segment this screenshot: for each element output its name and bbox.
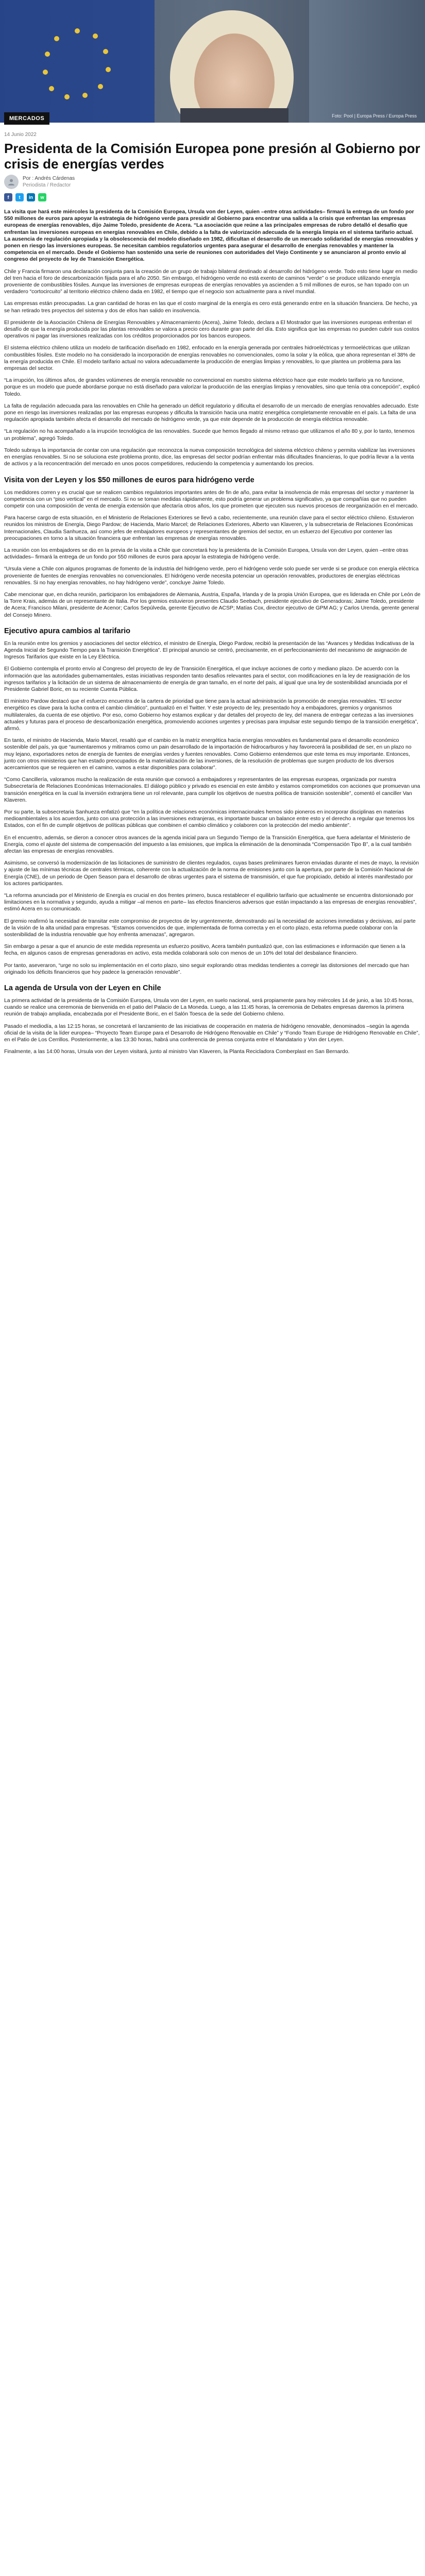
share-bar — [4, 193, 421, 201]
section-3 — [4, 640, 421, 976]
user-icon — [7, 178, 15, 186]
paragraph: Sin embargo a pesar a que el anuncio de este medida representa un esfuerzo positivo, Acera también puntualizó que, con las estimaciones e información que tienen a la fecha, en algunos casos de empresas generadoras en activo, esta medida colaborará solo con menos de un 10% del total del desbalance financiero. — [4, 944, 405, 957]
paragraph: Pasado el mediodía, a las 12:15 horas, se concretará el lanzamiento de las iniciativas de cooperación en materia de hidrógeno renovable, denominados –según la agenda oficial de la visita de la líder europea– “Proyecto Team Europe para el Desarrollo de Hidrógeno Renovable en Chile” y “Fondo Team Europe de Hidrógeno Renovable en Chile”, en el Patio de Los Cerrillos. Posteriormente, a las 13:30 horas, habrá una conferencia de prensa conjunta entre el Mandatario y Von der Leyen. — [4, 1023, 420, 1043]
publish-date: 14 Junio 2022 — [4, 132, 37, 138]
section-heading: La agenda de Ursula von der Leyen en Chile — [4, 984, 161, 993]
paragraph: Las empresas están preocupadas. La gran cantidad de horas en las que el costo marginal de la energía es cero está generando entre en la situación financiera. De hecho, ya se han retirado tres proyectos del sistema y dos de ellos han salido en insolvencia. — [4, 301, 417, 314]
paragraph: “Como Cancillería, valoramos mucho la realización de esta reunión que convocó a embajadores y representantes de las empresas europeas, organizada por nuestra Subsecretaría de Relaciones Económicas Internacionales. El diálogo público y privado es esencial en este ámbito y estamos comprometidos con acciones que promuevan una transición energética en la cual la inversión extranjera tiene un rol relevante, para cumplir los objetivos de nuestra política de transición sostenible”, comentó el canciller Van Klaveren. — [4, 777, 420, 803]
paragraph: “La regulación no ha acompañado a la irrupción tecnológica de las renovables. Sucede que hemos llegado al mismo retraso que utilizamos el año 80 y, por lo tanto, tenemos un problema”, agregó Toledo. — [4, 429, 415, 442]
paragraph: El Gobierno contempla el pronto envío al Congreso del proyecto de ley de Transición Energética, el que incluye acciones de corto y mediano plazo. De acuerdo con la información que las autoridades gubernamentales, estas iniciativas responden tanto desafíos relevantes para el sector, con modificaciones en la ley de reasignación de los ingresos tarifarios y la licitación de un sistema de almacenamiento de energía de gran tamaño, en el norte del país, al igual que una ley de sostenibilidad anunciada por el Presidente Gabriel Boric, en su reciente Cuenta Pública. — [4, 666, 410, 692]
paragraph: Los medidores corren y es crucial que se realicen cambios regulatorios importantes antes de fin de año, para evitar la insolvencia de más empresas del sector y mantener la competencia con un “piso vertical” en el mercado. Si no se toman medidas rápidamente, esto podría generar un problema significativo, ya que compañías que no pueden competir con una composición de venta de energía extensión que afectaría otros años, los que prometen que ejecuten sus nuevos procesos de reorganización en el mercado. — [4, 489, 419, 509]
section-heading: Visita von der Leyen y los $50 millones de euros para hidrógeno verde — [4, 476, 254, 484]
paragraph: Cabe mencionar que, en dicha reunión, participaron los embajadores de Alemania, Austria, España, Irlanda y de la propia Unión Europea, que es liderada en Chile por León de la Torre Krais, además de un representante de Italia. Por los gremios estuvieron presentes Claudio Seebach, presidente ejecutivo de Generadoras; Jaime Toledo, presidente de Acera; Francisco Milani, presidente de Acenor; Carlos Sepúlveda, gerente Ejecutivo de ACSP; Matías Cox, director ejecutivo de GPM AG; y Carlos Urenda, gerente general del Consejo Minero. — [4, 591, 421, 618]
author-role: Periodista / Redactor — [23, 182, 71, 188]
article-body — [4, 209, 421, 1056]
twitter-icon[interactable]: t — [15, 193, 24, 201]
facebook-icon[interactable]: f — [4, 193, 12, 201]
paragraph: Finalmente, a las 14:00 horas, Ursula von der Leyen visitará, junto al ministro Van Klaveren, la Planta Recicladora Comberplast en San Bernardo. — [4, 1049, 350, 1055]
section-heading: Ejecutivo apura cambios al tarifario — [4, 626, 130, 635]
author-name[interactable]: Por : Andrés Cárdenas — [23, 176, 75, 181]
paragraph: El ministro Pardow destacó que el esfuerzo encuentra de la cartera de prioridad que tiene para la actual administración la promoción de energías renovables. “El sector energético es clave para la lucha contra el cambio climático”, puntualizó en el Twitter. Y este proyecto de ley, presentado hoy a embajadores, gremios y organismos multilaterales, da cuenta de ese objetivo. Por eso, como Gobierno hoy estamos explicar y dar detalles del proyecto de ley, del manera de entregar certezas a las inversiones actuales y futuras para el proceso de descarbonización energética, promoviendo acciones urgentes y precisas para impulsar este segundo tiempo de la transición energética”, afirmó. — [4, 699, 419, 732]
article-lead: La visita que hará este miércoles la presidenta de la Comisión Europea, Ursula von der Leyen, quien –entre otras actividades– firmará la entrega de un fondo por 550 millones de euros para apoyar la estrategia de hidrógeno verde para presidir al Gobierno para encontrar una salida a la crisis que enfrentan las empresas europeas de energías renovables, dijo Jaime Toledo, presidente de Acera. “La asociación que reúne a las principales empresas de rubro detalló el desafío que enfrentan las inversiones europeas en energías renovables en Chile, debido a la falta de valorización adecuada de la energía limpia en el sistema tarifario actual. La ausencia de regulación apropiada y la obsolescencia del modelo diseñado en 1982, dificultan el desarrollo de un mercado solidaridad de energías renovables y ponen en riesgo las inversiones europeas. Se necesitan cambios regulatorios urgentes para asegurar el desarrollo de energías renovables y mantener la competencia en el mercado. Desde el Gobierno han sostenido una serie de reuniones con autoridades del Viejo Continente y se anunciaron al pronto envío al congreso del proyecto de ley de Transición Energética. — [4, 209, 418, 263]
paragraph: “La irrupción, los últimos años, de grandes volúmenes de energía renovable no convencional en nuestro sistema eléctrico hace que este modelo tarifario ya no funcione, porque es un modelo que puede abordarse porque no está diseñado para valorizar la producción de las energías limpias y renovables, sino que tenía otra concepción”, explicó Toledo. — [4, 378, 420, 397]
paragraph: En el encuentro, además, se dieron a conocer otros avances de la agenda inicial para un Segundo Tiempo de la Transición Energética, que fuera adelantar el Ministerio de Energía, como el ajuste del sistema de compensación del impuesto a las emisiones, que implica la eliminación de la denominada “Compensación Tipo B”, a la cual también afectan las empresas de energías renovables. — [4, 835, 412, 855]
article-title: Presidenta de la Comisión Europea pone presión al Gobierno por crisis de energías verdes — [4, 141, 420, 172]
paragraph: “La reforma anunciada por el Ministerio de Energía es crucial en dos frentes primero, busca restablecer el equilibrio tarifario que actualmente se encuentra distorsionado por limitaciones en la normativa y segundo, ayuda a mitigar –al menos en parte– las efectos financieros adversos que están impactando a las empresas de energías renovables”, estimó Acera en su comunicado. — [4, 893, 417, 912]
linkedin-icon[interactable]: in — [27, 193, 35, 201]
paragraph: Asimismo, se conversó la modernización de las licitaciones de suministro de clientes regulados, cuyas bases preliminares fueron enviadas durante el mes de mayo, la revisión y ajuste de las mínimas técnicas de centrales térmicas, coherente con la actualización de la norma de emisiones junto con la apertura, por parte de la Comisión Nacional de Energía (CNE), de un periodo de Open Season para el desarrollo de obras urgentes para el sistema de transmisión, el que fue propiciado, debido al interés manifestado por los actores participantes. — [4, 860, 419, 887]
paragraph: “Ursula viene a Chile con algunos programas de fomento de la industria del hidrógeno verde, pero el hidrógeno verde solo puede ser verde si se produce con energía eléctrica proveniente de fuentes de energías renovables no convencionales. El hidrógeno verde necesita potenciar un operación renovables, productores de energías eléctricas renovables. Si no hay energías renovables, no hay hidrógeno verde”, concluye Jaime Toledo. — [4, 566, 419, 586]
paragraph: En tanto, el ministro de Hacienda, Mario Marcel, resaltó que el cambio en la matriz energética hacia energías renovables es fundamental para el desarrollo económico sostenible del país, ya que “aumentaremos y mitiramos como un pain desarrollado de la importación de hidrocarburos y hay favorecerá la posibilidad de ser, en un plazo no muy lejano, exportadores netos de energía de fuentes de energías verdes y fuentes renovables. Como Gobierno entendemos que este tema es muy importante. Entonces, junto con otros ministerios que han estado preocupados de la materialización de las inversiones, de la resolución de problemas que surgen producto de los diversos acercamientos que se requieren en el camino, vamos a estar disponibles para colaborar”. — [4, 738, 412, 771]
paragraph: Por tanto, aseveraron, “urge no solo su implementación en el corto plazo, sino seguir explorando otras medidas tendientes a corregir las distorsiones del mercado que han originado los déficits financieros que hoy padece la generación renovable”. — [4, 962, 410, 975]
paragraph: El presidente de la Asociación Chilena de Energías Renovables y Almacenamiento (Acera), Jaime Toledo, declara a El Mostrador que las inversiones europeas enfrentan el desafío de que la energía producida por las plantas renovables se valora a precio cero durante gran parte del día. Esto significa que las empresas no pueden cubrir sus costos operativos ni pagar las inversiones realizadas con los créditos proporcionados por los bancos europeos. — [4, 319, 419, 340]
hero-illustration — [0, 0, 425, 123]
article-page — [0, 0, 425, 1056]
paragraph: Para hacerse cargo de esta situación, en el Ministerio de Relaciones Exteriores se llevó a cabo, recientemente, una reunión clave para el sector eléctrico chileno. Estuvieron reunidos los ministros de Energía, Diego Pardow; de Hacienda, Mario Marcel; de Relaciones Exteriores, Alberto van Klaveren, y la subsecretaria de Relaciones Económicas Internacionales, Claudia Sanhueza, así como jefes de embajadores europeos y representantes de gremios del sector, en un esfuerzo del Ejecutivo por contener las preocupaciones en torno a la situación financiera que enfrentan las empresas de energías renovables. — [4, 515, 414, 541]
hero-photo — [0, 0, 425, 123]
whatsapp-icon[interactable]: w — [38, 193, 46, 201]
byline — [4, 175, 421, 189]
photo-credit: Foto: Pool | Europa Press / Europa Press — [332, 113, 417, 118]
section-2 — [4, 489, 421, 619]
paragraph: La reunión con los embajadores se dio en la previa de la visita a Chile que concretará hoy la presidenta de la Comisión Europea, Ursula von der Leyen, quien –entre otras actividades– firmará la entrega de un fondo por 550 millones de euros para apoyar la estrategia de hidrógeno verde. — [4, 547, 409, 561]
paragraph: Toledo subraya la importancia de contar con una regulación que reconozca la nueva composición tecnológica del sistema eléctrico chileno y permita viabilizar las inversiones en energías renovables. Si no se soluciona este problema pronto, dice, las empresas del sector podrían enfrentar más dificultades financieras, lo que podría llevar a la venta de activos y a la reconcentración del mercado en unos pocos competidores, reduciendo la competencia y aumentando los precios. — [4, 447, 415, 467]
paragraph: Chile y Francia firmaron una declaración conjunta para la creación de un grupo de trabajo bilateral destinado al desarrollo del hidrógeno verde. Todo esto tiene lugar en medio del tren hacia el foro de descarbonización fijada para el año 2050. Sin embargo, el hidrógeno verde no está exento de caminos “verde” o se produce utilizando energía proveniente de combustibles fósiles. Aunque las inversiones de empresas europeas de energías renovables ya ascienden a 5 mil millones de euros, se han topado con un verdadero “cortocircuito” al territorio eléctrico chileno dada en 1982, el tiempo que el negocio son actualmente para a nivel mundial. — [4, 268, 418, 295]
section-4 — [4, 997, 421, 1055]
section-1 — [4, 268, 421, 468]
category-badge[interactable]: MERCADOS — [4, 112, 49, 125]
paragraph: La falta de regulación adecuada para las renovables en Chile ha generado un déficit regulatorio y dificulta el desarrollo de un mercado de energías renovables adecuado. Este pone en riesgo las inversiones realizadas por las empresas europeas y dificulta la transición hacia una matriz energética completamente renovable en el país. La falta de una regulación apropiada también afecta el desarrollo del mercado de hidrógeno verde, ya que este depende de la producción de energía eléctrica renovable. — [4, 403, 419, 423]
paragraph: En la reunión entre los gremios y asociaciones del sector eléctrico, el ministro de Energía, Diego Pardow, recibió la presentación de las “Avances y Medidas Indicativas de la Agenda Inicial de Segundo Tiempo para la Transición Energética”. El principal anuncio se centró, precisamente, en el perfeccionamiento del mecanismo de asignación de Ingresos Tarifarios que existe en la Ley Eléctrica. — [4, 640, 414, 660]
paragraph: El sistema eléctrico chileno utiliza un modelo de tarificación diseñado en 1982, enfocado en la energía generada por centrales hidroeléctricas y termoeléctricas que utilizan combustibles fósiles. Este modelo no ha considerado la incorporación de energías renovables no convencionales, como la solar y la eólica, que ahora representan el 38% de la energía producida en Chile. El modelo tarifario actual no valora adecuadamente la producción de energías limpias y renovables, lo que plantea un problema para las empresas del sector. — [4, 345, 416, 372]
paragraph: Por su parte, la subsecretaria Sanhueza enfatizó que “en la política de relaciones económicas internacionales hemos sido pioneros en incorporar disciplinas en materias medioambientales a los acuerdos, junto con una protección a las inversiones extranjeras, es importante buscar un balance entre esto y el derecho a regular que tenemos los Estados, con el fin de cumplir objetivos de políticas públicas que combinen el cambio climático y colaboren con la protección del medio ambiente”. — [4, 809, 415, 829]
avatar — [4, 175, 19, 189]
paragraph: La primera actividad de la presidenta de la Comisión Europea, Ursula von der Leyen, en suelo nacional, será propiamente para hoy miércoles 14 de junio, a las 10:45 horas, cuando se realice una ceremonia de bienvenida en el patio del Palacio de La Moneda. Luego, a las 11:45 horas, la ceremonia de Debates empresas daremos la primera reunión de trabajo ampliada, encabezada por el Presidente Boric, en el Salón Toesca de la sede del Gobierno chileno. — [4, 998, 414, 1018]
paragraph: El gremio reafirmó la necesidad de transitar este compromiso de proyectos de ley urgentemente, demostrando así la necesidad de acciones inmediatas y decisivas, así parte de la visión de la alta unidad para empresas. “Estamos convencidos de que, implementada de forma correcta y en el corto plazo, esta reforma puede colaborar con la sostenibilidad de la industria renovable que hoy enfrenta amenazas”, agregaron. — [4, 918, 416, 938]
